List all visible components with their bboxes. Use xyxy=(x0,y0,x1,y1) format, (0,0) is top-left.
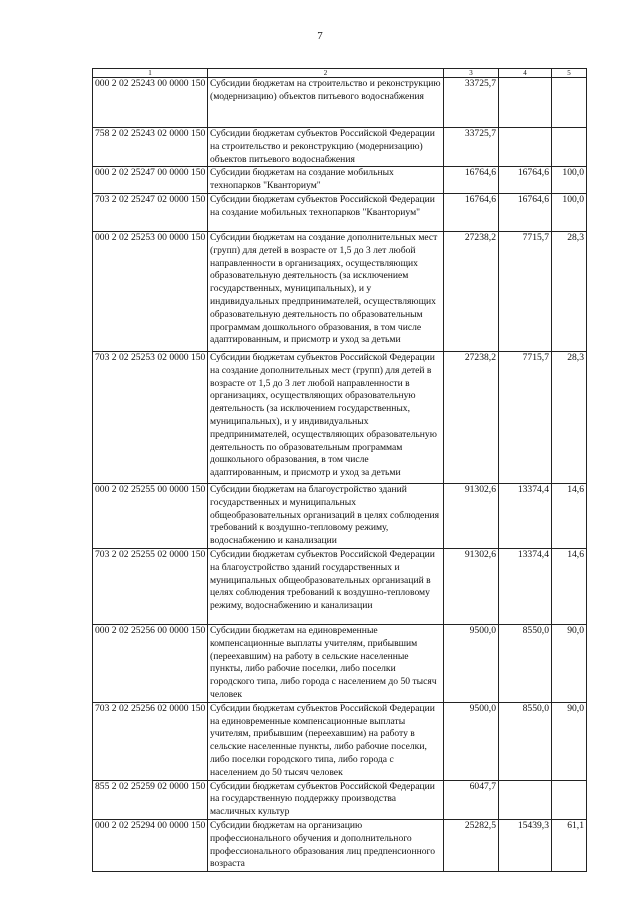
plan-amount: 91302,6 xyxy=(444,548,499,624)
percent-complete xyxy=(552,78,587,128)
row-description: Субсидии бюджетам на строительство и реконструкцию (модернизацию) объектов питьевого водоснабжения xyxy=(208,78,444,128)
budget-code: 000 2 02 25255 00 0000 150 xyxy=(93,483,208,548)
table-row xyxy=(93,819,587,871)
plan-amount: 91302,6 xyxy=(444,483,499,548)
plan-amount: 9500,0 xyxy=(444,702,499,780)
budget-code: 000 2 02 25243 00 0000 150 xyxy=(93,78,208,128)
actual-amount xyxy=(499,780,552,819)
budget-code: 000 2 02 25294 00 0000 150 xyxy=(93,819,208,871)
row-description: Субсидии бюджетам на благоустройство зданий государственных и муниципальных общеобразовательных организаций в целях соблюдения требований к воздушно-тепловому режиму, водоснабжению и канализации xyxy=(208,483,444,548)
percent-complete: 61,1 xyxy=(552,819,587,871)
actual-amount: 7715,7 xyxy=(499,231,552,351)
table-row xyxy=(93,483,587,548)
table-row xyxy=(93,702,587,780)
table-row xyxy=(93,624,587,702)
table-row xyxy=(93,351,587,483)
row-description: Субсидии бюджетам на организацию профессионального обучения и дополнительного профессионального образования лиц предпенсионного возраста xyxy=(208,819,444,871)
plan-amount: 9500,0 xyxy=(444,624,499,702)
table-row xyxy=(93,78,587,128)
actual-amount: 7715,7 xyxy=(499,351,552,483)
percent-complete: 14,6 xyxy=(552,548,587,624)
row-description: Субсидии бюджетам субъектов Российской Федерации на создание мобильных технопарков "Кванториум" xyxy=(208,193,444,231)
row-description: Субсидии бюджетам субъектов Российской Федерации на государственную поддержку производства масличных культур xyxy=(208,780,444,819)
plan-amount: 27238,2 xyxy=(444,231,499,351)
budget-table xyxy=(92,68,587,872)
page-number: 7 xyxy=(317,30,323,42)
percent-complete xyxy=(552,128,587,167)
percent-complete xyxy=(552,780,587,819)
percent-complete: 14,6 xyxy=(552,483,587,548)
budget-code: 758 2 02 25243 02 0000 150 xyxy=(93,128,208,167)
budget-code: 703 2 02 25253 02 0000 150 xyxy=(93,351,208,483)
plan-amount: 33725,7 xyxy=(444,128,499,167)
table-row xyxy=(93,167,587,194)
actual-amount: 8550,0 xyxy=(499,624,552,702)
plan-amount: 25282,5 xyxy=(444,819,499,871)
actual-amount xyxy=(499,128,552,167)
column-number: 1 xyxy=(93,69,208,78)
budget-code: 000 2 02 25256 00 0000 150 xyxy=(93,624,208,702)
budget-code: 703 2 02 25255 02 0000 150 xyxy=(93,548,208,624)
table-row xyxy=(93,193,587,231)
actual-amount: 16764,6 xyxy=(499,167,552,194)
plan-amount: 27238,2 xyxy=(444,351,499,483)
table-row xyxy=(93,231,587,351)
plan-amount: 16764,6 xyxy=(444,167,499,194)
row-description: Субсидии бюджетам субъектов Российской Федерации на единовременные компенсационные выплаты учителям, прибывшим (переехавшим) на работу в сельские населенные пункты, либо рабочие поселки, либо поселки городского типа, либо города с населением до 50 тысяч человек xyxy=(208,702,444,780)
row-description: Субсидии бюджетам на создание мобильных технопарков "Кванториум" xyxy=(208,167,444,194)
plan-amount: 6047,7 xyxy=(444,780,499,819)
row-description: Субсидии бюджетам субъектов Российской Федерации на благоустройство зданий государственных и муниципальных общеобразовательных организаций в целях соблюдения требований к воздушно-тепловому режиму, водоснабжению и канализации xyxy=(208,548,444,624)
column-number: 3 xyxy=(444,69,499,78)
column-number: 4 xyxy=(499,69,552,78)
budget-code: 855 2 02 25259 02 0000 150 xyxy=(93,780,208,819)
actual-amount xyxy=(499,78,552,128)
row-description: Субсидии бюджетам на единовременные компенсационные выплаты учителям, прибывшим (переехавшим) на работу в сельские населенные пункты, либо рабочие поселки, либо поселки городского типа, либо города с населением до 50 тысяч человек xyxy=(208,624,444,702)
table-row xyxy=(93,548,587,624)
column-number: 2 xyxy=(208,69,444,78)
row-description: Субсидии бюджетам на создание дополнительных мест (групп) для детей в возрасте от 1,5 до 3 лет любой направленности в организациях, осуществляющих образовательную деятельность (за исключением государственных, муниципальных), и у индивидуальных предпринимателей, осуществляющих образовательную деятельность по образовательным программам дошкольного образования, в том числе адаптированным, и присмотр и уход за детьми xyxy=(208,231,444,351)
column-number-row xyxy=(93,69,587,78)
percent-complete: 100,0 xyxy=(552,167,587,194)
plan-amount: 16764,6 xyxy=(444,193,499,231)
budget-code: 000 2 02 25253 00 0000 150 xyxy=(93,231,208,351)
actual-amount: 13374,4 xyxy=(499,548,552,624)
percent-complete: 90,0 xyxy=(552,624,587,702)
row-description: Субсидии бюджетам субъектов Российской Федерации на создание дополнительных мест (групп) для детей в возрасте от 1,5 до 3 лет любой направленности в организациях, осуществляющих образовательную деятельность (за исключением государственных, муниципальных), и у индивидуальных предпринимателей, осуществляющих образовательную деятельность по образовательным программам дошкольного образования, в том числе адаптированным, и присмотр и уход за детьми xyxy=(208,351,444,483)
column-number: 5 xyxy=(552,69,587,78)
actual-amount: 16764,6 xyxy=(499,193,552,231)
percent-complete: 28,3 xyxy=(552,351,587,483)
actual-amount: 13374,4 xyxy=(499,483,552,548)
plan-amount: 33725,7 xyxy=(444,78,499,128)
percent-complete: 100,0 xyxy=(552,193,587,231)
actual-amount: 15439,3 xyxy=(499,819,552,871)
budget-code: 703 2 02 25247 02 0000 150 xyxy=(93,193,208,231)
percent-complete: 90,0 xyxy=(552,702,587,780)
percent-complete: 28,3 xyxy=(552,231,587,351)
budget-code: 000 2 02 25247 00 0000 150 xyxy=(93,167,208,194)
budget-code: 703 2 02 25256 02 0000 150 xyxy=(93,702,208,780)
table-row xyxy=(93,128,587,167)
table-row xyxy=(93,780,587,819)
actual-amount: 8550,0 xyxy=(499,702,552,780)
row-description: Субсидии бюджетам субъектов Российской Федерации на строительство и реконструкцию (модернизацию) объектов питьевого водоснабжения xyxy=(208,128,444,167)
